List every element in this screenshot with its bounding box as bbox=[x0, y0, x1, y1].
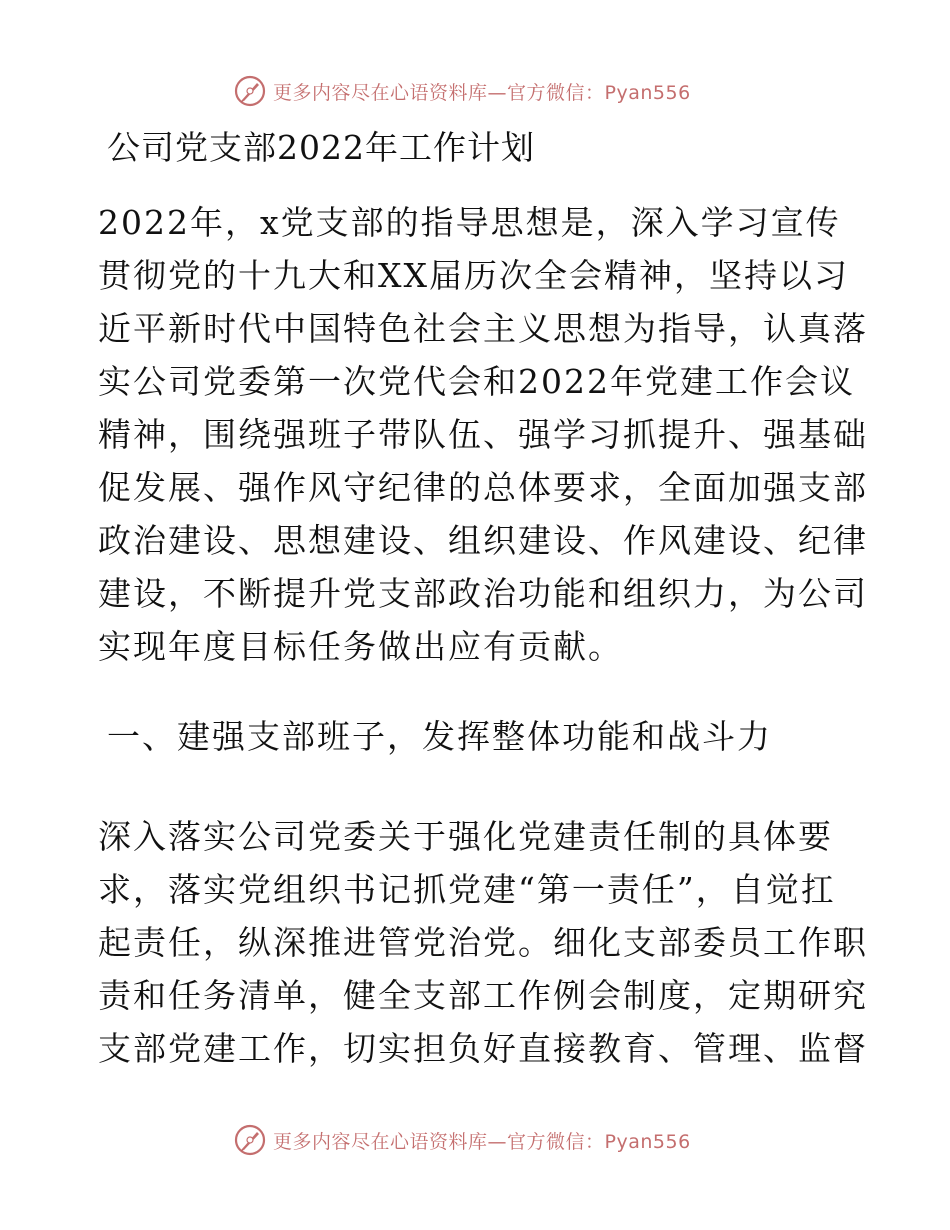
text-line: 支部党建工作，切实担负好直接教育、管理、监督 bbox=[98, 1029, 868, 1068]
section-heading-1: 一、建强支部班子，发挥整体功能和战斗力 bbox=[107, 717, 772, 756]
quill-logo-icon bbox=[233, 74, 267, 108]
text-line: 深入落实公司党委关于强化党建责任制的具体要 bbox=[98, 817, 833, 856]
watermark-text: 更多内容尽在心语资料库—官方微信：Pyan556 bbox=[273, 81, 691, 104]
text-line: 实现年度目标任务做出应有贡献。 bbox=[98, 627, 623, 666]
footer-watermark bbox=[233, 1120, 691, 1160]
quill-logo-icon bbox=[233, 1123, 267, 1157]
text-line: 近平新时代中国特色社会主义思想为指导，认真落 bbox=[98, 309, 868, 348]
header-watermark bbox=[233, 71, 691, 111]
text-line: 促发展、强作风守纪律的总体要求，全面加强支部 bbox=[98, 468, 868, 507]
text-line: 建设，不断提升党支部政治功能和组织力，为公司 bbox=[98, 574, 868, 613]
document-title: 公司党支部2022年工作计划 bbox=[107, 128, 535, 167]
text-line: 实公司党委第一次党代会和2022年党建工作会议 bbox=[98, 362, 855, 401]
paragraph-intro bbox=[98, 196, 868, 673]
text-line: 求，落实党组织书记抓党建“第一责任”，自觉扛 bbox=[98, 870, 836, 909]
text-line: 政治建设、思想建设、组织建设、作风建设、纪律 bbox=[98, 521, 868, 560]
watermark-text: 更多内容尽在心语资料库—官方微信：Pyan556 bbox=[273, 1130, 691, 1153]
text-line: 责和任务清单，健全支部工作例会制度，定期研究 bbox=[98, 976, 868, 1015]
text-line: 贯彻党的十九大和XX届历次全会精神，坚持以习 bbox=[98, 256, 849, 295]
text-line: 精神，围绕强班子带队伍、强学习抓提升、强基础 bbox=[98, 415, 868, 454]
text-line: 2022年，x党支部的指导思想是，深入学习宣传 bbox=[98, 203, 841, 242]
text-line: 起责任，纵深推进管党治党。细化支部委员工作职 bbox=[98, 923, 868, 962]
paragraph-section-1 bbox=[98, 810, 868, 1075]
